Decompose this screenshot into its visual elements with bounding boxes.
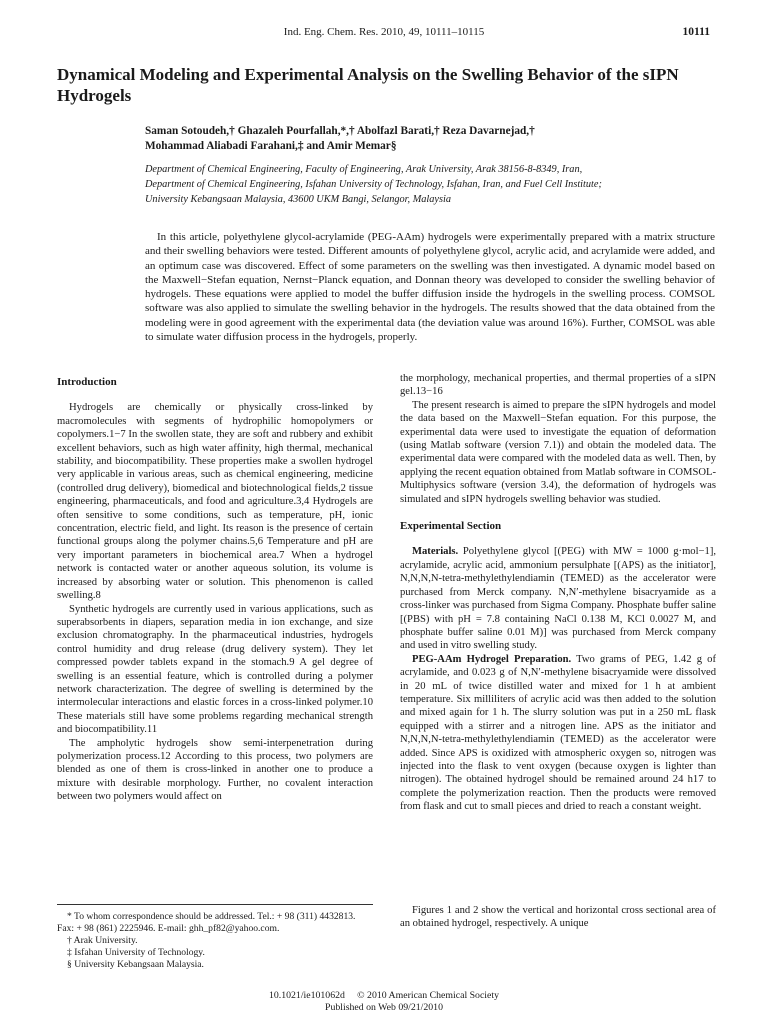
abstract: In this article, polyethylene glycol-acrylamide (PEG-AAm) hydrogels were experimentally prepared with a matrix structure and their swelling behaviors were tested. Different amounts of polyethylene glycol, acrylic acid, and acrylamide were added, and an optimum case was discovered. Effect of some parameters on the swelling was then investigated. A dynamic model based on the Maxwell−Stefan equation, Nernst−Planck equation, and Donnan theory was developed to consider the swelling behavior of hydrogels. These equations were applied to model the buffer diffusion inside the hydrogels in the swelling process. COMSOL software was also applied to simulate the swelling behavior in the hydrogels. The results showed that the data obtained from the modeling were in good agreement with the experimental data (the deviation value was around 16%). Further, COMSOL was able to simulate water diffusion process in the hydrogels, properly.: [145, 231, 715, 344]
page-number: 10111: [682, 26, 710, 38]
affiliations: [145, 162, 715, 207]
author-list: [145, 124, 705, 154]
journal-reference: Ind. Eng. Chem. Res. 2010, 49, 10111–10115: [283, 26, 485, 38]
right-column: [400, 372, 716, 902]
author-line: Saman Sotoudeh,† Ghazaleh Pourfallah,*,† Abolfazl Barati,† Reza Davarnejad,†: [145, 125, 535, 137]
left-column: [57, 372, 373, 902]
section-heading-introduction: Introduction: [57, 376, 117, 388]
footnote: * To whom correspondence should be addressed. Tel.: + 98 (311) 4432813. Fax: + 98 (861) 2225946. E-mail: ghh_pf82@yahoo.com.: [57, 911, 356, 934]
paragraph-text: Polyethylene glycol [(PEG) with MW = 1000 g·mol−1], acrylamide, acrylic acid, ammonium persulphate [(APS) as the initiator], N,N,N,N-tetra-methylethylendiamin (TEMED) as the accelerator were purchased from Merck company. N,N′-methylene bisacryamide as a cross-linker was purchased from Sigma Company. Phosphate buffer saline [(PBS) with pH = 7.8 containing NaCl 0.138 M, KCl 0.0027 M, and phosphate buffer saline 0.01 M)] was purchased from Merck company and used in vitro swelling study.: [400, 546, 716, 652]
preparation-paragraph: [400, 653, 716, 814]
materials-paragraph: [400, 545, 716, 652]
right-column-tail: [400, 904, 716, 931]
footnote: † Arak University.: [67, 935, 138, 946]
author-line: Mohammad Aliabadi Farahani,‡ and Amir Memar§: [145, 140, 397, 152]
running-header: [0, 26, 768, 42]
footnote: ‡ Isfahan University of Technology.: [67, 947, 205, 958]
footnotes: [57, 904, 373, 971]
page-footer: [0, 990, 768, 1014]
run-in-heading: PEG-AAm Hydrogel Preparation.: [412, 653, 572, 665]
body-paragraph: Figures 1 and 2 show the vertical and horizontal cross sectional area of an obtained hydrogel, respectively. A unique: [400, 905, 716, 930]
article-title: Dynamical Modeling and Experimental Analysis on the Swelling Behavior of the sIPN Hydrogels: [57, 65, 679, 105]
body-paragraph: Synthetic hydrogels are currently used in various applications, such as superabsorbents in diapers, separation media in ion exchange, and size exclusion chromatography. In the pharmaceutical industries, hydrogels control humidity and drug release (drug delivery system). They let compressed powder tablets expand in the stomach.9 A gel degree of swelling is an essential feature, which is controlled during a polymer network characterization. The degree of swelling is determined by the intermolecular interactions and elastic forces in a cross-linked polymer.10 These materials still have some problems regarding mechanical strength and biocompatibility.11: [57, 603, 373, 736]
body-paragraph: the morphology, mechanical properties, and thermal properties of a sIPN gel.13−16: [400, 373, 716, 398]
body-paragraph: The present research is aimed to prepare the sIPN hydrogels and model the data based on the Maxwell−Stefan equation. For this purpose, the experimental data were used to investigate the equation of deformation (using Matlab software (version 7.1)) and obtain the modeled data. The experimental data were compared with the modeled data as well. Then, by applying the recent equation obtained from Matlab software in COMSOL-Multiphysics software (version 3.4), the deformation of hydrogels was simulated and sIPN hydrogels swelling behavior was studied.: [400, 399, 716, 505]
affiliation-line: University Kebangsaan Malaysia, 43600 UKM Bangi, Selangor, Malaysia: [145, 194, 452, 205]
affiliation-line: Department of Chemical Engineering, Isfahan University of Technology, Isfahan, Iran, and Fuel Cell Institute;: [145, 179, 602, 190]
footnote: § University Kebangsaan Malaysia.: [67, 959, 204, 970]
paragraph-text: Two grams of PEG, 1.42 g of acrylamide, and 0.023 g of N,N′-methylene bisacryamide were dissolved in 20 mL of twice distilled water and mixed for 1 h at ambient temperature. Six milliliters of acrylic acid was then added to the solution and mixed again for 1 h. The slurry solution was put in a 250 mL flask equipped with a stirrer and a nitrogen line. APS as the initiator and N,N,N,N-tetra-methylethylendiamin (TEMED) as the accelerator were added. Since APS is oxidized with atmospheric oxygen so, nitrogen was injected into the flask to vent oxygen (because oxygen is lighter than nitrogen). The obtained hydrogel should be remained around 24 h17 to complete the polymerization reaction. Then the products were removed from flask and cut to small pieces and dried to reach a constant weight.: [400, 653, 716, 813]
doi-copyright: 10.1021/ie101062d © 2010 American Chemical Society: [268, 990, 499, 1001]
body-paragraph: Hydrogels are chemically or physically cross-linked by macromolecules with segments of hydrophilic homopolymers or copolymers.1−7 In the swollen state, they are soft and rubbery and exhibit excellent behaviors, such as high water affinity, high thermal, mechanical stability, and biocompatibility. These properties make a swollen hydrogel very applicable in various areas, such as chemical engineering, medicine (controlled drug delivery), biomedical and biotechnological fields,2 tissue engineering, pharmaceuticals, and food and agriculture.3,4 Hydrogels are often sensitive to some conditions, such as temperature, pH, ionic concentration, electric field, and light. Its reason is the presence of certain functional groups along the polymer chains.5,6 Temperature and pH are very important parameters in biochemical area.7 When a hydrogel network is contacted water or another aqueous solution, its volume is increased by absorbing water or solution. This phenomenon is called swelling.8: [57, 402, 373, 602]
section-heading-experimental: Experimental Section: [400, 520, 502, 533]
affiliation-line: Department of Chemical Engineering, Faculty of Engineering, Arak University, Arak 38156-8-8349, Iran,: [145, 164, 583, 175]
publication-date: Published on Web 09/21/2010: [325, 1002, 443, 1013]
body-paragraph: The ampholytic hydrogels show semi-interpenetration during polymerization process.12 According to this process, two polymers are blended as one of them is cross-linked in another one to produce a mixture with desirable morphology. Further, no covalent interaction between two polymers would affect on: [57, 737, 373, 803]
run-in-heading: Materials.: [412, 546, 459, 558]
